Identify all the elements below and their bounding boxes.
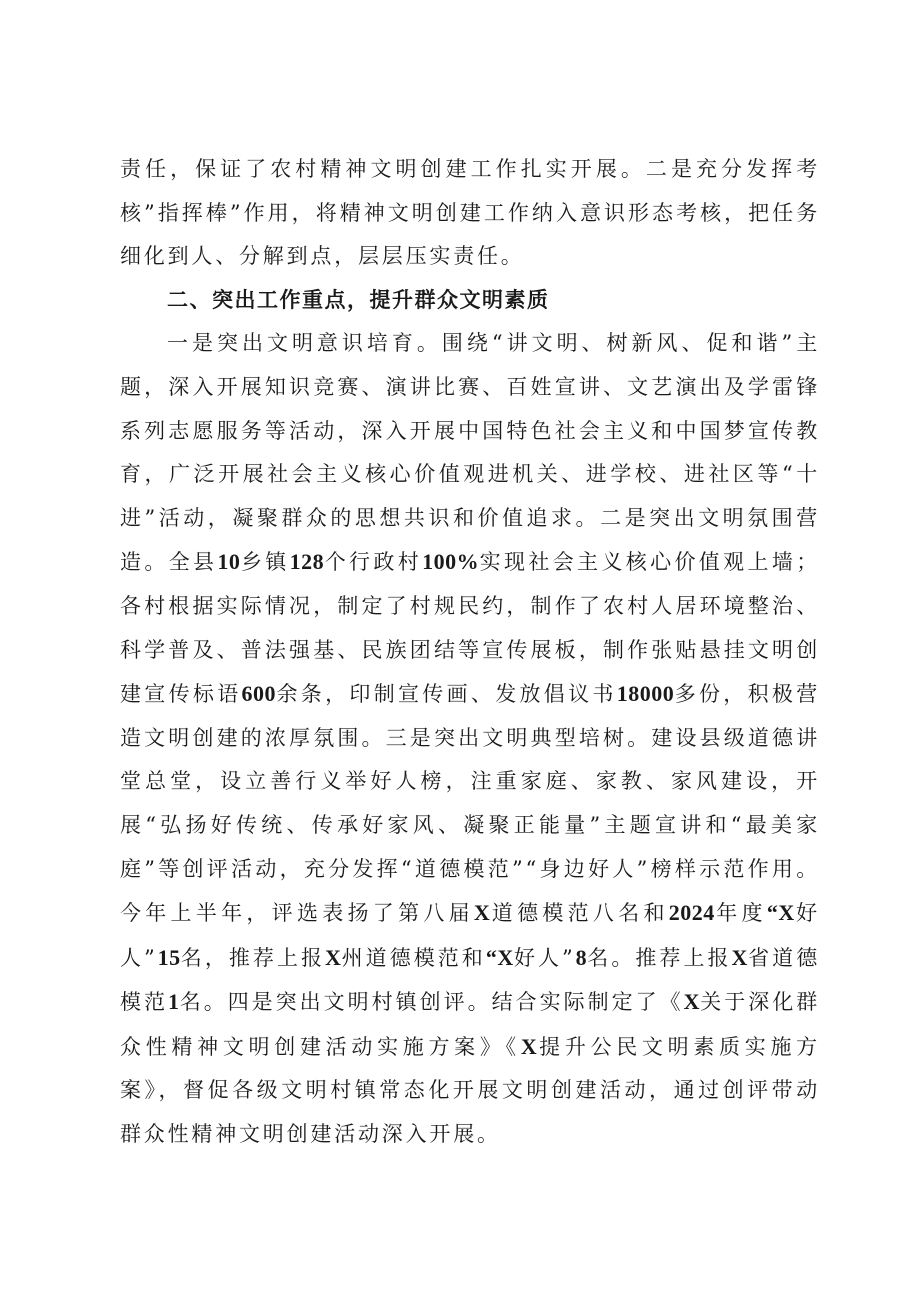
text-run: 实现社会主义核心价值观上墙；各村根据实际情况，制定了村规民约，制作了农村人居环境整治、科学普及、普法强基、民族团结等宣传展板，制作张贴悬挂文明创建宣传标语 bbox=[120, 550, 820, 707]
text-run: 年度 bbox=[714, 901, 767, 926]
text-run: 余条，印制宣传画、发放倡议书 bbox=[276, 682, 617, 707]
number-run: 10 bbox=[217, 549, 241, 575]
number-run: X bbox=[473, 900, 491, 926]
number-run: 8 bbox=[575, 944, 588, 970]
text-run: 好人” bbox=[513, 945, 576, 970]
number-run: 15 bbox=[157, 944, 181, 970]
text-run: 名。推荐上报 bbox=[587, 945, 732, 970]
document-page bbox=[120, 148, 820, 1157]
text-run: 州道德模范和 bbox=[341, 945, 486, 970]
text-run: 乡镇 bbox=[240, 550, 290, 575]
text-run: 省道德模范 bbox=[120, 945, 821, 1015]
number-run: X bbox=[325, 944, 342, 970]
text-run: 好人” bbox=[120, 901, 820, 970]
text-run: 多份，积极营造文明创建的浓厚氛围。三是突出文明典型培树。建设县级道德讲堂总堂，设立善行义举好人榜，注重家庭、家教、家风建设，开展“弘扬好传统、传承好家风、凝聚正能量”主题宣讲和“最美家庭”等创评活动，充分发挥“道德模范”“身边好人”榜样示范作用。今年上半年，评选表扬了第八届 bbox=[120, 682, 820, 926]
paragraph-civilization-quality bbox=[120, 322, 820, 1156]
text-run: 提升公民文明素质实施方案》，督促各级文明村镇常态化开展文明创建活动，通过创评带动群众性精神文明创建活动深入开展。 bbox=[120, 1034, 820, 1147]
text-run: 道德模范八名和 bbox=[490, 901, 669, 926]
number-run: X bbox=[683, 989, 701, 1015]
number-run: X bbox=[520, 1033, 538, 1059]
number-run: 100% bbox=[422, 549, 480, 575]
number-run: “X bbox=[485, 944, 514, 970]
text-run: 名。四是突出文明村镇创评。结合实际制定了《 bbox=[179, 990, 684, 1015]
number-run: 18000 bbox=[616, 681, 675, 707]
number-run: 128 bbox=[289, 549, 325, 575]
paragraph-responsibility: 责任，保证了农村精神文明创建工作扎实开展。二是充分发挥考核”指挥棒”作用，将精神文明创建工作纳入意识形态考核，把任务细化到人、分解到点，层层压实责任。 bbox=[120, 157, 820, 269]
text-run: 关于深化群众性精神文明创建活动实施方案》《 bbox=[120, 990, 820, 1059]
number-run: “X bbox=[766, 900, 795, 926]
number-run: 600 bbox=[241, 681, 276, 707]
text-run: 个行政村 bbox=[324, 550, 423, 575]
number-run: 1 bbox=[168, 989, 180, 1015]
number-run: X bbox=[731, 944, 748, 970]
number-run: 2024 bbox=[668, 900, 715, 926]
text-run: 一是突出文明意识培育。围绕“讲文明、树新风、促和谐”主题，深入开展知识竞赛、演讲比赛、百姓宣讲、文艺演出及学雷锋系列志愿服务等活动，深入开展中国特色社会主义和中国梦宣传教育，广泛开展社会主义核心价值观进机关、进学校、进社区等“十进”活动，凝聚群众的思想共识和价值追求。二是突出文明氛围营造。全县 bbox=[120, 331, 820, 575]
text-run: 名，推荐上报 bbox=[180, 945, 326, 970]
section-heading-2: 二、突出工作重点，提升群众文明素质 bbox=[167, 287, 550, 312]
